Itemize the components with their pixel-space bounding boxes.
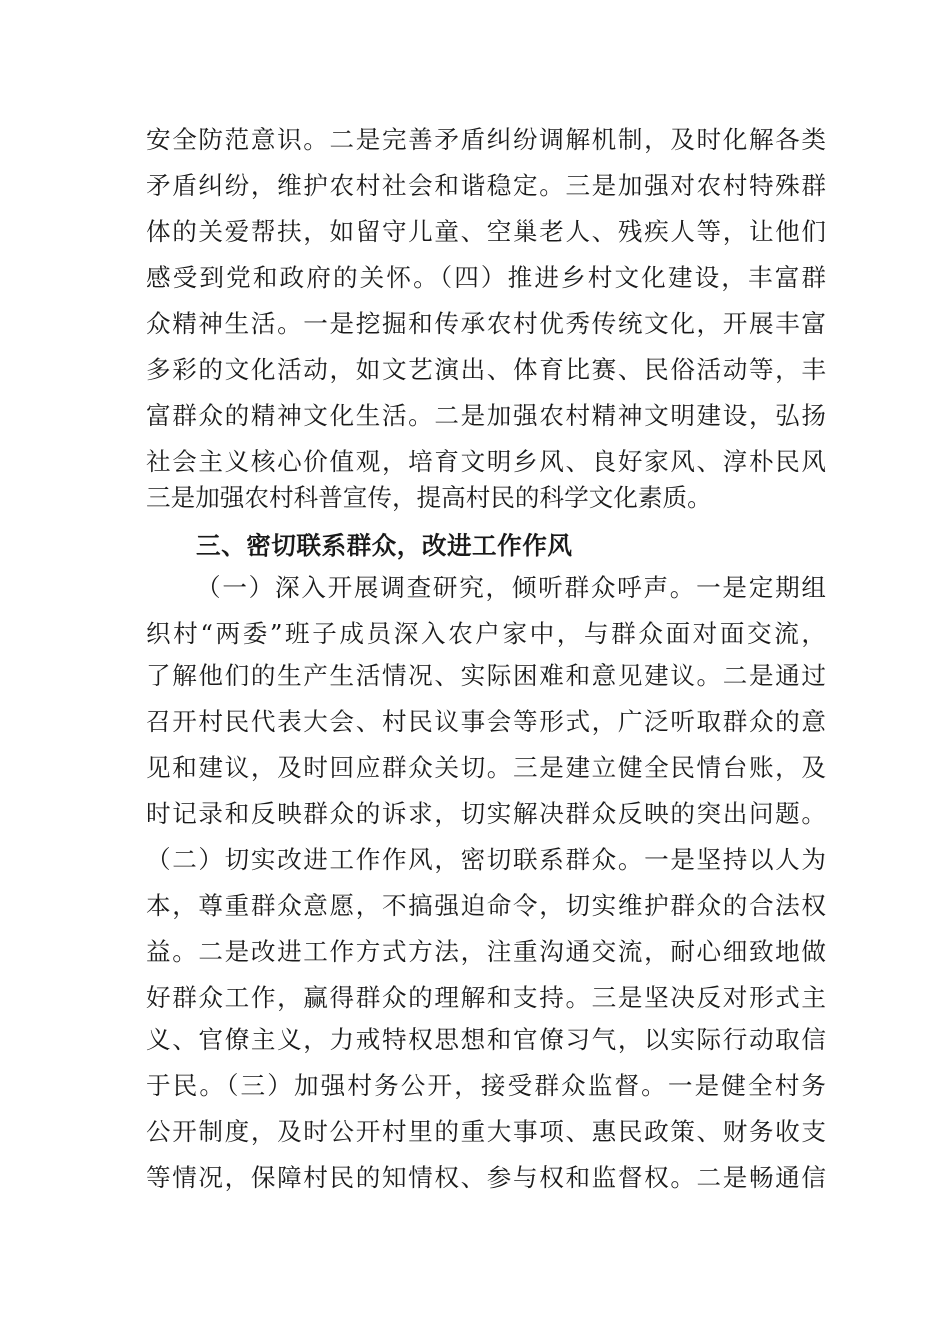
- text-line: 等情况，保障村民的知情权、参与权和监督权。二是畅通信: [146, 1163, 826, 1192]
- text-line: 于民。（三）加强村务公开，接受群众监督。一是健全村务: [146, 1071, 826, 1100]
- text-line: 织村“两委”班子成员深入农户家中，与群众面对面交流，: [146, 619, 826, 648]
- text-line: 义、官僚主义，力戒特权思想和官僚习气，以实际行动取信: [146, 1025, 826, 1054]
- text-line: （一）深入开展调查研究，倾听群众呼声。一是定期组: [196, 573, 826, 602]
- text-line: 益。二是改进工作方式方法，注重沟通交流，耐心细致地做: [146, 937, 826, 966]
- text-line: 众精神生活。一是挖掘和传承农村优秀传统文化，开展丰富: [146, 309, 826, 338]
- text-line: 三是加强农村科普宣传，提高村民的科学文化素质。: [146, 483, 712, 512]
- text-line: （二）切实改进工作作风，密切联系群众。一是坚持以人为: [146, 845, 826, 874]
- text-line: 富群众的精神文化生活。二是加强农村精神文明建设，弘扬: [146, 401, 826, 430]
- text-line: 时记录和反映群众的诉求，切实解决群众反映的突出问题。: [146, 799, 826, 828]
- text-line: 召开村民代表大会、村民议事会等形式，广泛听取群众的意: [146, 707, 826, 736]
- text-line: 本，尊重群众意愿，不搞强迫命令，切实维护群众的合法权: [146, 891, 826, 920]
- text-line: 了解他们的生产生活情况、实际困难和意见建议。二是通过: [146, 661, 826, 690]
- text-line: 安全防范意识。二是完善矛盾纠纷调解机制，及时化解各类: [146, 125, 826, 154]
- text-line: 见和建议，及时回应群众关切。三是建立健全民情台账，及: [146, 753, 826, 782]
- text-line: 感受到党和政府的关怀。（四）推进乡村文化建设，丰富群: [146, 263, 826, 292]
- text-line: 社会主义核心价值观，培育文明乡风、良好家风、淳朴民风: [146, 447, 826, 476]
- text-line: 多彩的文化活动，如文艺演出、体育比赛、民俗活动等，丰: [146, 355, 826, 384]
- text-line: 公开制度，及时公开村里的重大事项、惠民政策、财务收支: [146, 1117, 826, 1146]
- section-heading: 三、密切联系群众，改进工作作风: [196, 531, 573, 560]
- text-line: 体的关爱帮扶，如留守儿童、空巢老人、残疾人等，让他们: [146, 217, 826, 246]
- text-line: 好群众工作，赢得群众的理解和支持。三是坚决反对形式主: [146, 983, 826, 1012]
- text-line: 矛盾纠纷，维护农村社会和谐稳定。三是加强对农村特殊群: [146, 171, 826, 200]
